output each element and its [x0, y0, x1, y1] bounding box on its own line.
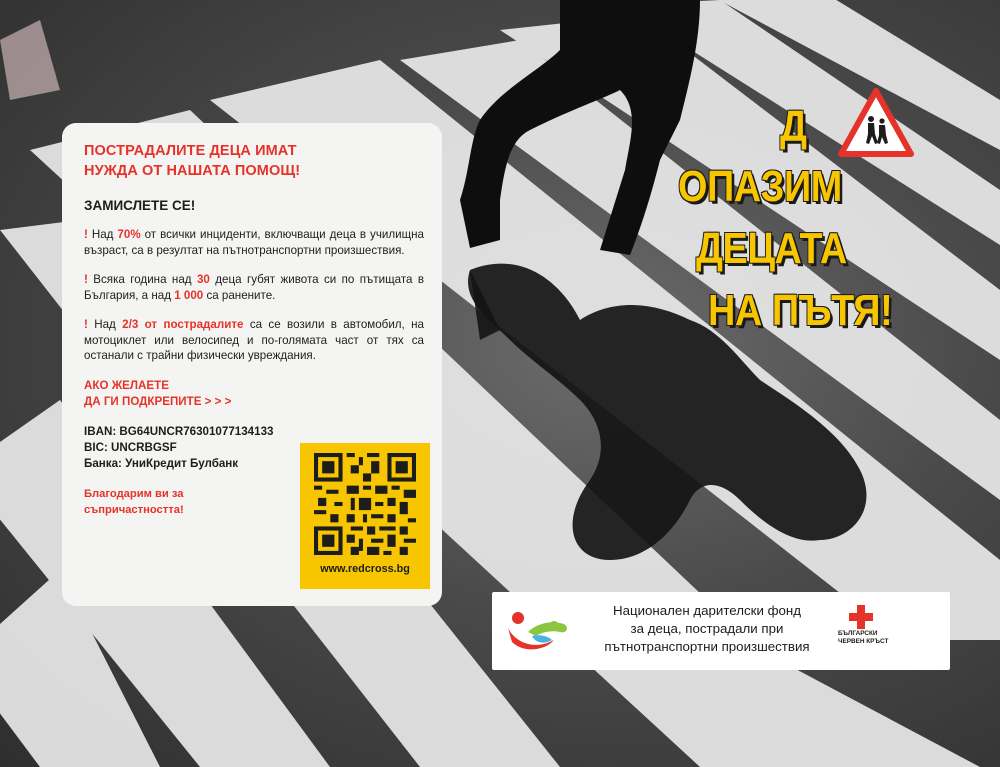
title-line-2: ОПАЗИМ — [678, 162, 842, 211]
rc-line-2: ЧЕРВЕН КРЪСТ — [838, 638, 889, 645]
fund-line-3: пътнотранспортни произшествия — [604, 639, 810, 654]
thanks-line-1: Благодарим ви за — [84, 487, 184, 500]
qr-panel — [300, 443, 430, 589]
fact-1-highlight: 70% — [117, 228, 141, 241]
fact-3-bang: ! — [84, 318, 88, 331]
title-line-4: НА ПЪТЯ! — [708, 286, 893, 335]
headline: ПОСТРАДАЛИТЕ ДЕЦА ИМАТ НУЖДА ОТ НАШАТА ПОМОЩ! — [84, 143, 301, 179]
fact-2 — [84, 272, 424, 303]
qr-url[interactable]: www.redcross.bg — [320, 563, 410, 575]
fact-2-bang: ! — [84, 273, 88, 286]
support-line-1: АКО ЖЕЛАЕТЕ — [84, 378, 169, 392]
title-line-3: ДЕЦАТА — [696, 224, 847, 273]
fact-2-pre: Всяка година над — [87, 273, 197, 286]
fund-banner — [492, 592, 950, 670]
fund-name — [582, 602, 832, 656]
qr-code-icon[interactable] — [314, 453, 416, 555]
fund-line-1: Национален дарителски фонд — [612, 603, 802, 618]
fact-3-pre: Над — [87, 318, 123, 331]
support-callout — [84, 378, 424, 410]
fact-2-highlight-1: 30 — [196, 273, 210, 286]
rc-line-1: БЪЛГАРСКИ — [838, 630, 878, 637]
thanks-line-2: съпричастността! — [84, 503, 184, 516]
fact-2-post: са ранените. — [203, 288, 276, 302]
bank-name-text: Банка: УниКредит Булбанк — [84, 456, 239, 470]
fact-3-text: са се возили в автомобил, на мотоциклет или велосипед и по-голямата част от тях са останали с трайни физически увреждания. — [84, 318, 424, 362]
fact-1-bang: ! — [84, 228, 88, 241]
fact-3-highlight: 2/3 от пострадалите — [122, 318, 244, 331]
fact-2-highlight-2: 1 000 — [174, 288, 204, 302]
think-heading: ЗАМИСЛЕТЕ СЕ! — [84, 198, 196, 213]
fund-line-2: за деца, пострадали при — [630, 621, 784, 636]
iban-text: IBAN: BG64UNCR76301077134133 — [84, 424, 274, 438]
support-line-2: ДА ГИ ПОДКРЕПИТЕ > > > — [84, 394, 232, 408]
fact-1 — [84, 227, 424, 258]
fact-1-text: от всички инциденти, включващи деца в училищна възраст, са в резултат на пътнотранспортни произшествия. — [84, 228, 424, 257]
red-cross-name — [838, 630, 908, 646]
info-card — [62, 123, 442, 606]
children-warning-sign-icon — [838, 88, 914, 158]
fact-3 — [84, 317, 424, 364]
fact-1-pre: Над — [87, 228, 118, 241]
fund-logo-icon — [506, 606, 576, 656]
red-cross-icon — [848, 604, 874, 630]
bic-text: BIC: UNCRBGSF — [84, 440, 177, 454]
title-line-1: Д — [780, 102, 807, 151]
fact-2-text: деца губят живота си по пътищата в България, а над — [84, 273, 425, 302]
